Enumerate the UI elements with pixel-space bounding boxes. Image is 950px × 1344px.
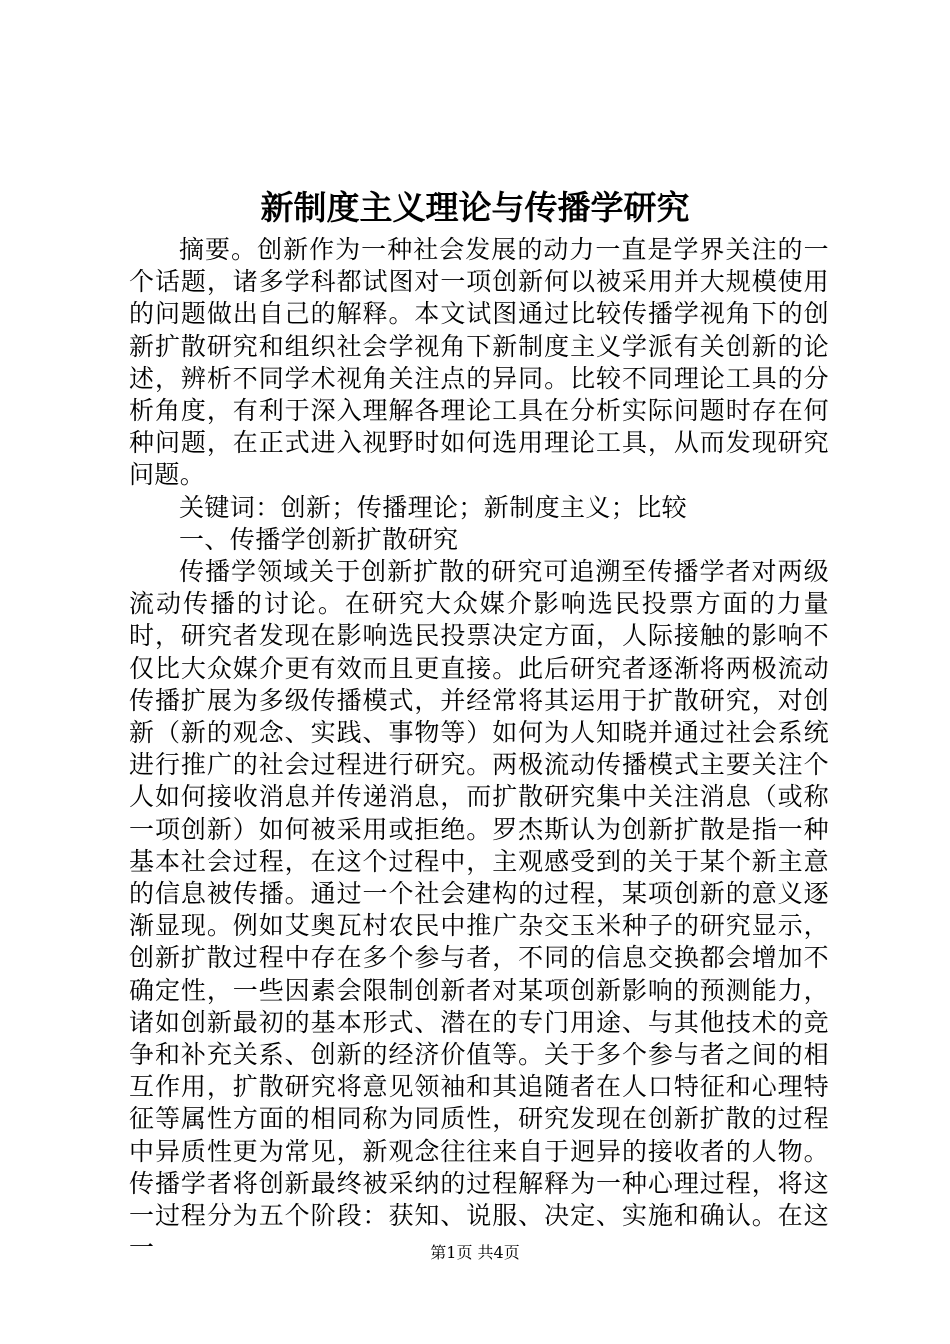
document-title: 新制度主义理论与传播学研究 [260,188,690,227]
page-footer: 第1页 共4页 [430,1243,520,1262]
section-heading: 一、传播学创新扩散研究 [179,524,459,554]
body-paragraph: 传播学领域关于创新扩散的研究可追溯至传播学者对两级流动传播的讨论。在研究大众媒介影响选民投票方面的力量时，研究者发现在影响选民投票决定方面，人际接触的影响不仅比大众媒介更有效而且更直接。此后研究者逐渐将两极流动传播扩展为多级传播模式，并经常将其运用于扩散研究，对创新（新的观念、实践、事物等）如何为人知晓并通过社会系统进行推广的社会过程进行研究。两极流动传播模式主要关注个人如何接收消息并传递消息，而扩散研究集中关注消息（或称一项创新）如何被采用或拒绝。罗杰斯认为创新扩散是指一种基本社会过程，在这个过程中，主观感受到的关于某个新主意的信息被传播。通过一个社会建构的过程，某项创新的意义逐渐显现。例如艾奥瓦村农民中推广杂交玉米种子的研究显示，创新扩散过程中存在多个参与者，不同的信息交换都会增加不确定性，一些因素会限制创新者对某项创新影响的预测能力，诸如创新最初的基本形式、潜在的专门用途、与其他技术的竞争和补充关系、创新的经济价值等。关于多个参与者之间的相互作用，扩散研究将意见领袖和其追随者在人口特征和心理特征等属性方面的相同称为同质性，研究发现在创新扩散的过程中异质性更为常见，新观念往往来自于迥异的接收者的人物。传播学者将创新最终被采纳的过程解释为一种心理过程，将这一过程分为五个阶段：获知、说服、决定、实施和确认。在这一 [129,557,829,1263]
document-body [129,234,829,1265]
keywords-line: 关键词：创新；传播理论；新制度主义；比较 [179,492,688,522]
abstract-paragraph: 摘要。创新作为一种社会发展的动力一直是学界关注的一个话题，诸多学科都试图对一项创新何以被采用并大规模使用的问题做出自己的解释。本文试图通过比较传播学视角下的创新扩散研究和组织社会学视角下新制度主义学派有关创新的论述，辨析不同学术视角关注点的异同。比较不同理论工具的分析角度，有利于深入理解各理论工具在分析实际问题时存在何种问题，在正式进入视野时如何选用理论工具，从而发现研究问题。 [129,235,829,490]
